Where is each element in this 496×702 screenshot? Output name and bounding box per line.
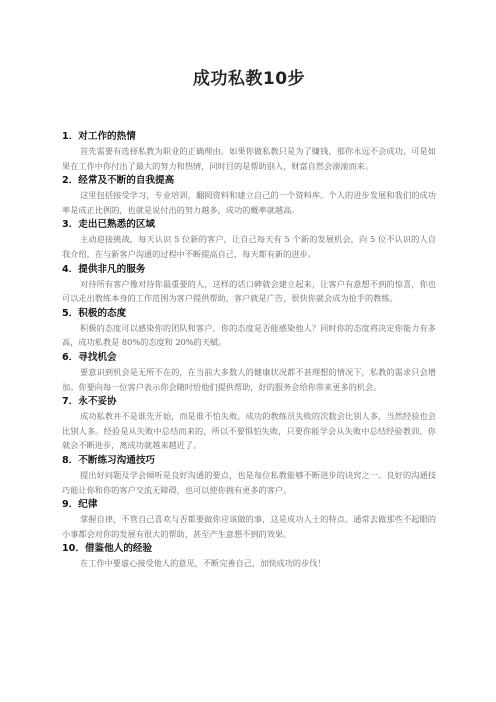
section-body: 积极的态度可以感染你的团队和客户，你的态度是否能感染他人？同时你的态度将决定你能力有多高，成功私教是 80%的态度和 20%的天赋。 — [62, 322, 436, 348]
section-body: 对待所有客户像对待你最重要的人，这样的话口碑就会建立起来，让客户有意想不到的惊喜，你也可以走出教练本身的工作范围为客户提供帮助，客户就是广告，很快你就会成为抢手的教练。 — [62, 278, 436, 304]
section-body: 掌握自律，不管自己喜欢与否都要做你应该做的事，这是成功人士的特点。通常去做那些不起眼的小事都会对你的发展有很大的帮助，甚至产生意想不到的效果。 — [62, 514, 436, 539]
section-1 — [62, 130, 436, 173]
section-6 — [62, 351, 436, 394]
section-heading: 6．寻找机会 — [62, 351, 117, 363]
section-5 — [62, 307, 436, 350]
section-4 — [62, 263, 436, 306]
section-body: 在工作中要虚心接受他人的意见，不断完善自己，加快成功的步伐！ — [80, 558, 326, 569]
section-heading: 8．不断练习沟通技巧 — [62, 454, 156, 466]
document-title: 成功私教10步 — [192, 69, 306, 89]
section-heading: 3．走出已熟悉的区域 — [62, 219, 156, 231]
section-heading: 7．永不妥协 — [62, 396, 117, 408]
section-body: 这里包括接受学习，专业培训，翻阅资料和建立自己的一个资料库。个人的进步发展和我们的成功率是成正比例的，也就是说付出的努力越多，成功的概率就越高。 — [62, 190, 436, 215]
section-7 — [62, 395, 436, 453]
section-body: 成功私教并不是谁先开始，而是谁不怕失败。成功的教练员失败的次数会比别人多，当然经验也会比别人多。经验是从失败中总结而来的，所以不要惧怕失败，只要你能学会从失败中总结经验教训，你就会不断进步，离成功就越来越近了。 — [62, 411, 436, 451]
section-body: 提出好问题及学会倾听是良好沟通的要点，也是每位私教能够不断进步的诀窍之一。良好的沟通技巧能让你和你的客户交流无障碍，也可以使你拥有更多的客户。 — [62, 469, 436, 495]
section-3 — [62, 218, 436, 261]
section-heading: 10．借鉴他人的经验 — [62, 543, 153, 555]
section-10 — [62, 542, 436, 571]
section-heading: 1．对工作的热情 — [62, 131, 136, 142]
section-heading: 4．提供非凡的服务 — [62, 263, 146, 275]
section-body: 首先需要有选择私教为职业的正确理由。如果你做私教只是为了赚钱，那你永远不会成功。可是如果在工作中你付出了最大的努力和热情，同时目的是帮助别人，财富自然会滚滚而来。 — [62, 146, 436, 171]
section-9 — [62, 498, 436, 541]
section-body: 主动迎接挑战，每天认识 5 位新的客户，让自己每天有 5 个新的发展机会，向 5 位不认识的人自我介绍，在与新客户沟通的过程中不断提高自己，每天都有新的进步。 — [62, 234, 436, 259]
section-heading: 5．积极的态度 — [62, 307, 127, 319]
section-2 — [62, 174, 436, 217]
section-8 — [62, 454, 436, 497]
section-heading: 9．纪律 — [62, 499, 98, 511]
section-body: 要意识到机会是无所不在的，在当前大多数人的健康状况都不甚理想的情况下，私教的需求只会增加。你要向每一位客户表示你会随时给他们提供帮助，好的服务会给你带来更多的机会。 — [62, 366, 436, 392]
section-heading: 2．经常及不断的自我提高 — [62, 175, 175, 187]
